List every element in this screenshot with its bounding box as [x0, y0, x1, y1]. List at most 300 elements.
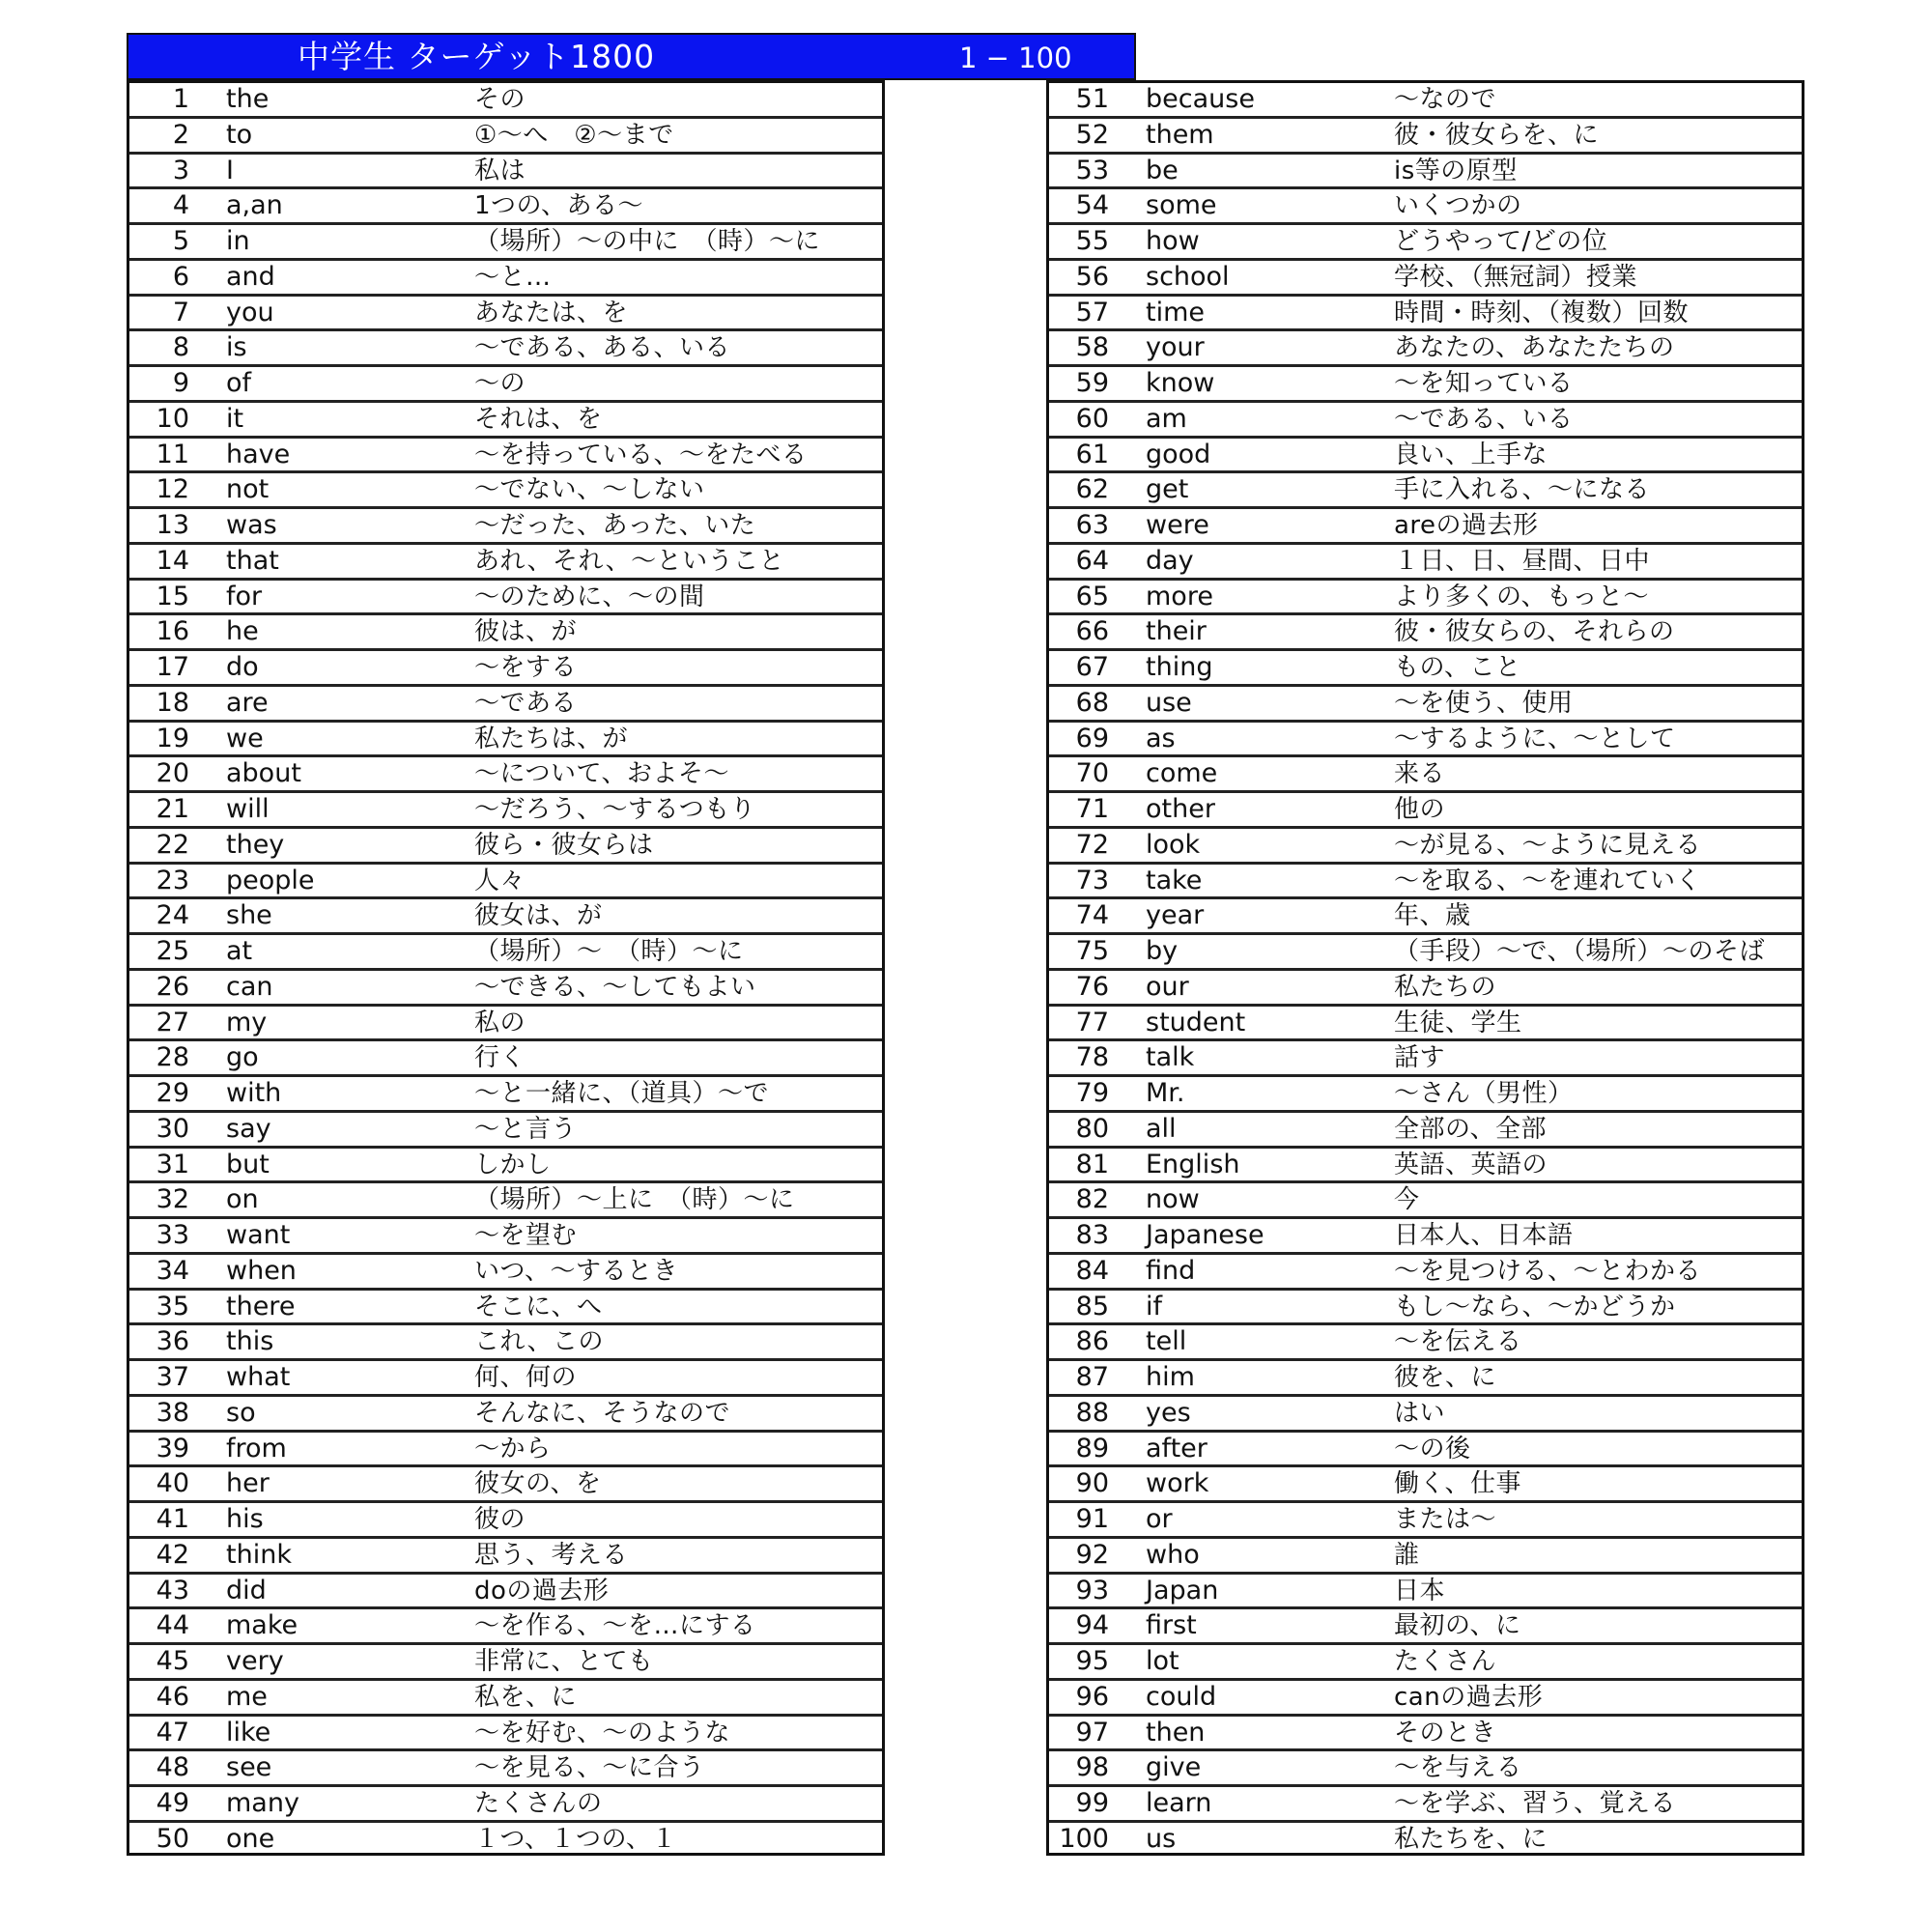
- japanese-meaning: 人々: [474, 866, 526, 895]
- table-row: [129, 473, 882, 509]
- english-word: many: [226, 1788, 299, 1818]
- row-number: 98: [1075, 1752, 1109, 1783]
- japanese-meaning: 非常に、とても: [474, 1647, 654, 1676]
- english-word: so: [226, 1397, 256, 1428]
- row-number: 71: [1075, 794, 1109, 824]
- english-word: our: [1146, 971, 1189, 1002]
- japanese-meaning: ～について、およそ～: [474, 759, 729, 789]
- japanese-meaning: しかし: [474, 1150, 552, 1179]
- table-row: [1049, 261, 1802, 297]
- table-row: [129, 1041, 882, 1077]
- japanese-meaning: 彼・彼女らの、それらの: [1394, 617, 1675, 647]
- row-number: 54: [1075, 190, 1109, 221]
- row-number: 18: [156, 687, 189, 718]
- english-word: one: [226, 1823, 275, 1854]
- japanese-meaning: ～を取る、～を連れていく: [1394, 866, 1702, 895]
- table-row: [1049, 1575, 1802, 1610]
- japanese-meaning: はい: [1394, 1398, 1446, 1428]
- japanese-meaning: 彼女は、が: [474, 901, 603, 931]
- japanese-meaning: 手に入れる、～になる: [1394, 475, 1651, 505]
- english-word: he: [226, 616, 259, 647]
- japanese-meaning: 最初の、に: [1394, 1611, 1521, 1641]
- japanese-meaning: 1つの、ある～: [474, 191, 644, 221]
- english-word: like: [226, 1717, 271, 1747]
- english-word: am: [1146, 403, 1187, 434]
- english-word: for: [226, 581, 263, 611]
- row-number: 52: [1075, 119, 1109, 150]
- english-word: of: [226, 368, 252, 398]
- row-number: 9: [172, 368, 189, 398]
- table-row: [1049, 1787, 1802, 1823]
- english-word: some: [1146, 190, 1217, 221]
- japanese-meaning: より多くの、もっと～: [1394, 582, 1649, 611]
- english-word: her: [226, 1468, 270, 1499]
- english-word: then: [1146, 1717, 1206, 1747]
- japanese-meaning: ～のために、～の間: [474, 582, 705, 611]
- japanese-meaning: １つ、１つの、１: [474, 1824, 677, 1854]
- japanese-meaning: 私たちは、が: [474, 724, 629, 753]
- english-word: student: [1146, 1007, 1246, 1037]
- english-word: their: [1146, 616, 1207, 647]
- table-row: [129, 1609, 882, 1645]
- row-number: 87: [1075, 1362, 1109, 1392]
- japanese-meaning: 彼女の、を: [474, 1469, 602, 1499]
- japanese-meaning: そこに、へ: [474, 1292, 603, 1321]
- english-word: we: [226, 723, 264, 753]
- row-number: 77: [1075, 1007, 1109, 1037]
- row-number: 73: [1075, 865, 1109, 895]
- row-number: 74: [1075, 900, 1109, 931]
- row-number: 46: [156, 1681, 189, 1712]
- table-row: [129, 723, 882, 758]
- english-word: because: [1146, 84, 1255, 114]
- japanese-meaning: どうやって/どの位: [1394, 227, 1608, 256]
- english-word: it: [226, 403, 244, 434]
- english-word: or: [1146, 1504, 1173, 1534]
- english-word: me: [226, 1681, 268, 1712]
- row-number: 40: [156, 1468, 189, 1499]
- table-row: [1049, 651, 1802, 687]
- japanese-meaning: ～である、いる: [1394, 404, 1574, 434]
- table-row: [1049, 865, 1802, 900]
- row-number: 68: [1075, 687, 1109, 718]
- english-word: year: [1146, 900, 1205, 931]
- table-row: [1049, 1183, 1802, 1219]
- english-word: thing: [1146, 652, 1213, 682]
- english-word: Japan: [1146, 1575, 1219, 1605]
- japanese-meaning: 私たちの: [1394, 972, 1497, 1002]
- table-row: [129, 1751, 882, 1787]
- row-number: 99: [1075, 1788, 1109, 1818]
- japanese-meaning: または～: [1394, 1505, 1497, 1534]
- row-number: 38: [156, 1397, 189, 1428]
- japanese-meaning: 英語、英語の: [1394, 1150, 1548, 1179]
- japanese-meaning: ①～へ ②～まで: [474, 120, 674, 150]
- row-number: 94: [1075, 1610, 1109, 1641]
- english-word: if: [1146, 1291, 1163, 1321]
- row-number: 8: [172, 332, 189, 363]
- english-word: very: [226, 1646, 284, 1676]
- row-number: 59: [1075, 368, 1109, 398]
- table-row: [129, 1007, 882, 1042]
- english-word: did: [226, 1575, 267, 1605]
- table-row: [1049, 971, 1802, 1007]
- row-number: 24: [156, 900, 189, 931]
- japanese-meaning: ～を作る、～を…にする: [474, 1611, 756, 1641]
- table-row: [1049, 1823, 1802, 1859]
- japanese-meaning: そのとき: [1394, 1718, 1497, 1747]
- table-row: [129, 1717, 882, 1752]
- row-number: 89: [1075, 1433, 1109, 1463]
- table-row: [1049, 119, 1802, 155]
- english-word: were: [1146, 510, 1209, 540]
- table-row: [129, 651, 882, 687]
- row-number: 3: [172, 155, 189, 185]
- japanese-meaning: 何、何の: [474, 1363, 578, 1392]
- table-row: [129, 155, 882, 190]
- row-number: 69: [1075, 723, 1109, 753]
- japanese-meaning: 私の: [474, 1008, 526, 1037]
- english-word: they: [226, 829, 285, 860]
- table-row: [129, 545, 882, 581]
- english-word: all: [1146, 1113, 1177, 1144]
- row-number: 66: [1075, 616, 1109, 647]
- english-word: your: [1146, 332, 1205, 363]
- japanese-meaning: 生徒、学生: [1394, 1008, 1522, 1037]
- english-word: time: [1146, 297, 1206, 327]
- row-number: 95: [1075, 1646, 1109, 1676]
- row-number: 84: [1075, 1255, 1109, 1286]
- japanese-meaning: いくつかの: [1394, 191, 1522, 221]
- title-bar: [127, 33, 1136, 80]
- english-word: take: [1146, 865, 1203, 895]
- english-word: the: [226, 84, 270, 114]
- english-word: in: [226, 226, 250, 256]
- table-row: [129, 331, 882, 367]
- japanese-meaning: 私たちを、に: [1394, 1824, 1548, 1854]
- table-row: [1049, 367, 1802, 403]
- japanese-meaning: ～を望む: [474, 1221, 578, 1250]
- japanese-meaning: ～の後: [1394, 1434, 1471, 1463]
- english-word: first: [1146, 1610, 1197, 1641]
- row-number: 83: [1075, 1220, 1109, 1250]
- table-row: [129, 1149, 882, 1184]
- english-word: yes: [1146, 1397, 1191, 1428]
- table-row: [1049, 1149, 1802, 1184]
- row-number: 32: [156, 1184, 189, 1215]
- english-word: there: [226, 1291, 296, 1321]
- table-row: [129, 1467, 882, 1503]
- japanese-meaning: ～である、ある、いる: [474, 333, 731, 363]
- japanese-meaning: ～の: [474, 369, 526, 398]
- english-word: on: [226, 1184, 259, 1215]
- japanese-meaning: 話す: [1394, 1043, 1446, 1073]
- english-word: see: [226, 1752, 272, 1783]
- table-row: [129, 1325, 882, 1361]
- table-row: [1049, 829, 1802, 865]
- row-number: 97: [1075, 1717, 1109, 1747]
- row-number: 49: [156, 1788, 189, 1818]
- row-number: 56: [1075, 261, 1109, 292]
- row-number: 51: [1075, 84, 1109, 114]
- japanese-meaning: ～を使う、使用: [1394, 688, 1574, 718]
- row-number: 7: [172, 297, 189, 327]
- japanese-meaning: ～を見る、～に合う: [474, 1753, 705, 1783]
- japanese-meaning: ～でない、～しない: [474, 475, 705, 505]
- row-number: 62: [1075, 474, 1109, 505]
- row-number: 12: [156, 474, 189, 505]
- japanese-meaning: ～を持っている、～をたべる: [474, 440, 808, 469]
- row-number: 20: [156, 758, 189, 789]
- row-number: 82: [1075, 1184, 1109, 1215]
- japanese-meaning: ～するように、～として: [1394, 724, 1676, 753]
- row-number: 6: [172, 261, 189, 292]
- row-number: 13: [156, 510, 189, 540]
- japanese-meaning: 彼を、に: [1394, 1363, 1497, 1392]
- table-row: [1049, 1219, 1802, 1255]
- table-row: [129, 1219, 882, 1255]
- table-row: [1049, 1539, 1802, 1575]
- table-row: [1049, 1645, 1802, 1681]
- row-number: 27: [156, 1007, 189, 1037]
- japanese-meaning: （場所）～上に （時）～に: [474, 1185, 795, 1215]
- table-row: [1049, 403, 1802, 439]
- english-word: Mr.: [1146, 1078, 1185, 1108]
- row-number: 85: [1075, 1291, 1109, 1321]
- english-word: work: [1146, 1468, 1209, 1499]
- table-row: [1049, 1717, 1802, 1752]
- table-row: [129, 1361, 882, 1397]
- english-word: other: [1146, 794, 1215, 824]
- table-row: [129, 1113, 882, 1149]
- english-word: more: [1146, 581, 1213, 611]
- table-row: [1049, 1433, 1802, 1468]
- english-word: talk: [1146, 1042, 1195, 1073]
- row-number: 4: [172, 190, 189, 221]
- japanese-meaning: その: [474, 85, 526, 114]
- row-number: 65: [1075, 581, 1109, 611]
- japanese-meaning: 今: [1394, 1185, 1420, 1215]
- english-word: Japanese: [1146, 1220, 1264, 1250]
- row-number: 22: [156, 829, 189, 860]
- english-word: can: [226, 971, 273, 1002]
- table-row: [1049, 473, 1802, 509]
- english-word: but: [226, 1149, 270, 1179]
- japanese-meaning: canの過去形: [1394, 1682, 1544, 1712]
- row-number: 48: [156, 1752, 189, 1783]
- table-row: [129, 439, 882, 474]
- table-row: [1049, 1325, 1802, 1361]
- table-row: [129, 297, 882, 332]
- table-row: [1049, 1397, 1802, 1433]
- english-word: look: [1146, 829, 1201, 860]
- table-row: [1049, 1361, 1802, 1397]
- table-row: [1049, 1113, 1802, 1149]
- english-word: you: [226, 297, 274, 327]
- table-row: [1049, 935, 1802, 971]
- row-number: 75: [1075, 936, 1109, 966]
- table-row: [129, 1397, 882, 1433]
- row-number: 33: [156, 1220, 189, 1250]
- row-number: 58: [1075, 332, 1109, 363]
- japanese-meaning: ～と言う: [474, 1114, 578, 1144]
- row-number: 61: [1075, 439, 1109, 469]
- japanese-meaning: 彼は、が: [474, 617, 578, 647]
- japanese-meaning: 年、歳: [1394, 901, 1471, 931]
- row-number: 50: [156, 1823, 189, 1854]
- row-number: 2: [172, 119, 189, 150]
- table-row: [1049, 1291, 1802, 1326]
- table-row: [1049, 723, 1802, 758]
- japanese-meaning: これ、この: [474, 1327, 605, 1357]
- english-word: as: [1146, 723, 1176, 753]
- japanese-meaning: ～である: [474, 688, 578, 718]
- row-number: 1: [172, 84, 189, 114]
- english-word: I: [226, 155, 234, 185]
- table-row: [1049, 331, 1802, 367]
- japanese-meaning: 学校、（無冠詞）授業: [1394, 262, 1638, 292]
- english-word: when: [226, 1255, 297, 1286]
- table-row: [1049, 155, 1802, 190]
- row-number: 55: [1075, 226, 1109, 256]
- english-word: now: [1146, 1184, 1200, 1215]
- english-word: who: [1146, 1539, 1200, 1570]
- japanese-meaning: 行く: [474, 1043, 526, 1073]
- english-word: get: [1146, 474, 1189, 505]
- table-row: [129, 1645, 882, 1681]
- english-word: people: [226, 865, 315, 895]
- table-row: [129, 367, 882, 403]
- japanese-meaning: いつ、～するとき: [474, 1256, 678, 1286]
- row-number: 44: [156, 1610, 189, 1641]
- row-number: 81: [1075, 1149, 1109, 1179]
- table-row: [1049, 189, 1802, 225]
- table-row: [129, 615, 882, 651]
- table-row: [1049, 83, 1802, 119]
- japanese-meaning: 私を、に: [474, 1682, 578, 1712]
- english-word: and: [226, 261, 275, 292]
- table-row: [129, 83, 882, 119]
- row-number: 70: [1075, 758, 1109, 789]
- japanese-meaning: ～だった、あった、いた: [474, 511, 756, 540]
- row-number: 90: [1075, 1468, 1109, 1499]
- japanese-meaning: 誰: [1394, 1540, 1420, 1570]
- english-word: about: [226, 758, 301, 789]
- japanese-meaning: ～だろう、～するつもり: [474, 795, 756, 824]
- row-number: 64: [1075, 545, 1109, 576]
- english-word: at: [226, 936, 253, 966]
- english-word: English: [1146, 1149, 1240, 1179]
- japanese-meaning: 思う、考える: [474, 1540, 629, 1570]
- japanese-meaning: 日本: [1394, 1576, 1446, 1605]
- row-number: 16: [156, 616, 189, 647]
- row-number: 63: [1075, 510, 1109, 540]
- row-number: 25: [156, 936, 189, 966]
- row-number: 5: [172, 226, 189, 256]
- japanese-meaning: （場所）～ （時）～に: [474, 937, 744, 966]
- english-word: from: [226, 1433, 287, 1463]
- table-row: [1049, 1077, 1802, 1113]
- japanese-meaning: ～なので: [1394, 85, 1497, 114]
- english-word: us: [1146, 1823, 1177, 1854]
- japanese-meaning: そんなに、そうなので: [474, 1398, 731, 1428]
- japanese-meaning: ～を学ぶ、習う、覚える: [1394, 1789, 1677, 1818]
- table-row: [129, 261, 882, 297]
- table-row: [129, 1681, 882, 1717]
- japanese-meaning: それは、を: [474, 404, 603, 434]
- row-number: 35: [156, 1291, 189, 1321]
- english-word: good: [1146, 439, 1211, 469]
- japanese-meaning: あれ、それ、～ということ: [474, 546, 785, 576]
- table-row: [129, 189, 882, 225]
- english-word: find: [1146, 1255, 1196, 1286]
- japanese-meaning: is等の原型: [1394, 156, 1518, 185]
- japanese-meaning: たくさんの: [474, 1789, 603, 1818]
- table-row: [129, 119, 882, 155]
- row-number: 100: [1059, 1823, 1109, 1854]
- japanese-meaning: 他の: [1394, 795, 1446, 824]
- row-number: 53: [1075, 155, 1109, 185]
- row-number: 86: [1075, 1326, 1109, 1357]
- row-number: 21: [156, 794, 189, 824]
- row-number: 11: [156, 439, 189, 469]
- table-row: [129, 935, 882, 971]
- table-row: [129, 225, 882, 261]
- english-word: give: [1146, 1752, 1202, 1783]
- table-row: [1049, 1681, 1802, 1717]
- japanese-meaning: もの、こと: [1394, 653, 1521, 682]
- english-word: she: [226, 900, 272, 931]
- table-row: [1049, 1007, 1802, 1042]
- english-word: school: [1146, 261, 1230, 292]
- japanese-meaning: ～を伝える: [1394, 1327, 1522, 1357]
- row-number: 72: [1075, 829, 1109, 860]
- japanese-meaning: 彼ら・彼女らは: [474, 830, 654, 860]
- japanese-meaning: ～できる、～してもよい: [474, 972, 756, 1002]
- row-number: 28: [156, 1042, 189, 1073]
- row-number: 30: [156, 1113, 189, 1144]
- english-word: what: [226, 1362, 291, 1392]
- english-word: go: [226, 1042, 259, 1073]
- table-row: [129, 793, 882, 829]
- table-row: [129, 687, 882, 723]
- row-number: 26: [156, 971, 189, 1002]
- japanese-meaning: ～を見つける、～とわかる: [1394, 1256, 1702, 1286]
- english-word: be: [1146, 155, 1179, 185]
- english-word: are: [226, 687, 269, 718]
- japanese-meaning: ～を知っている: [1394, 369, 1574, 398]
- table-row: [1049, 687, 1802, 723]
- row-number: 41: [156, 1504, 189, 1534]
- table-row: [1049, 757, 1802, 793]
- row-number: 92: [1075, 1539, 1109, 1570]
- row-number: 91: [1075, 1504, 1109, 1534]
- table-row: [129, 1539, 882, 1575]
- japanese-meaning: ～と一緒に、（道具）～で: [474, 1079, 770, 1108]
- row-number: 14: [156, 545, 189, 576]
- row-number: 76: [1075, 971, 1109, 1002]
- japanese-meaning: 働く、仕事: [1394, 1469, 1521, 1499]
- table-row: [129, 581, 882, 616]
- row-number: 37: [156, 1362, 189, 1392]
- english-word: was: [226, 510, 277, 540]
- english-word: say: [226, 1113, 271, 1144]
- table-row: [129, 1575, 882, 1610]
- english-word: is: [226, 332, 247, 363]
- table-row: [1049, 899, 1802, 935]
- english-word: use: [1146, 687, 1192, 718]
- word-table-left: [127, 80, 885, 1856]
